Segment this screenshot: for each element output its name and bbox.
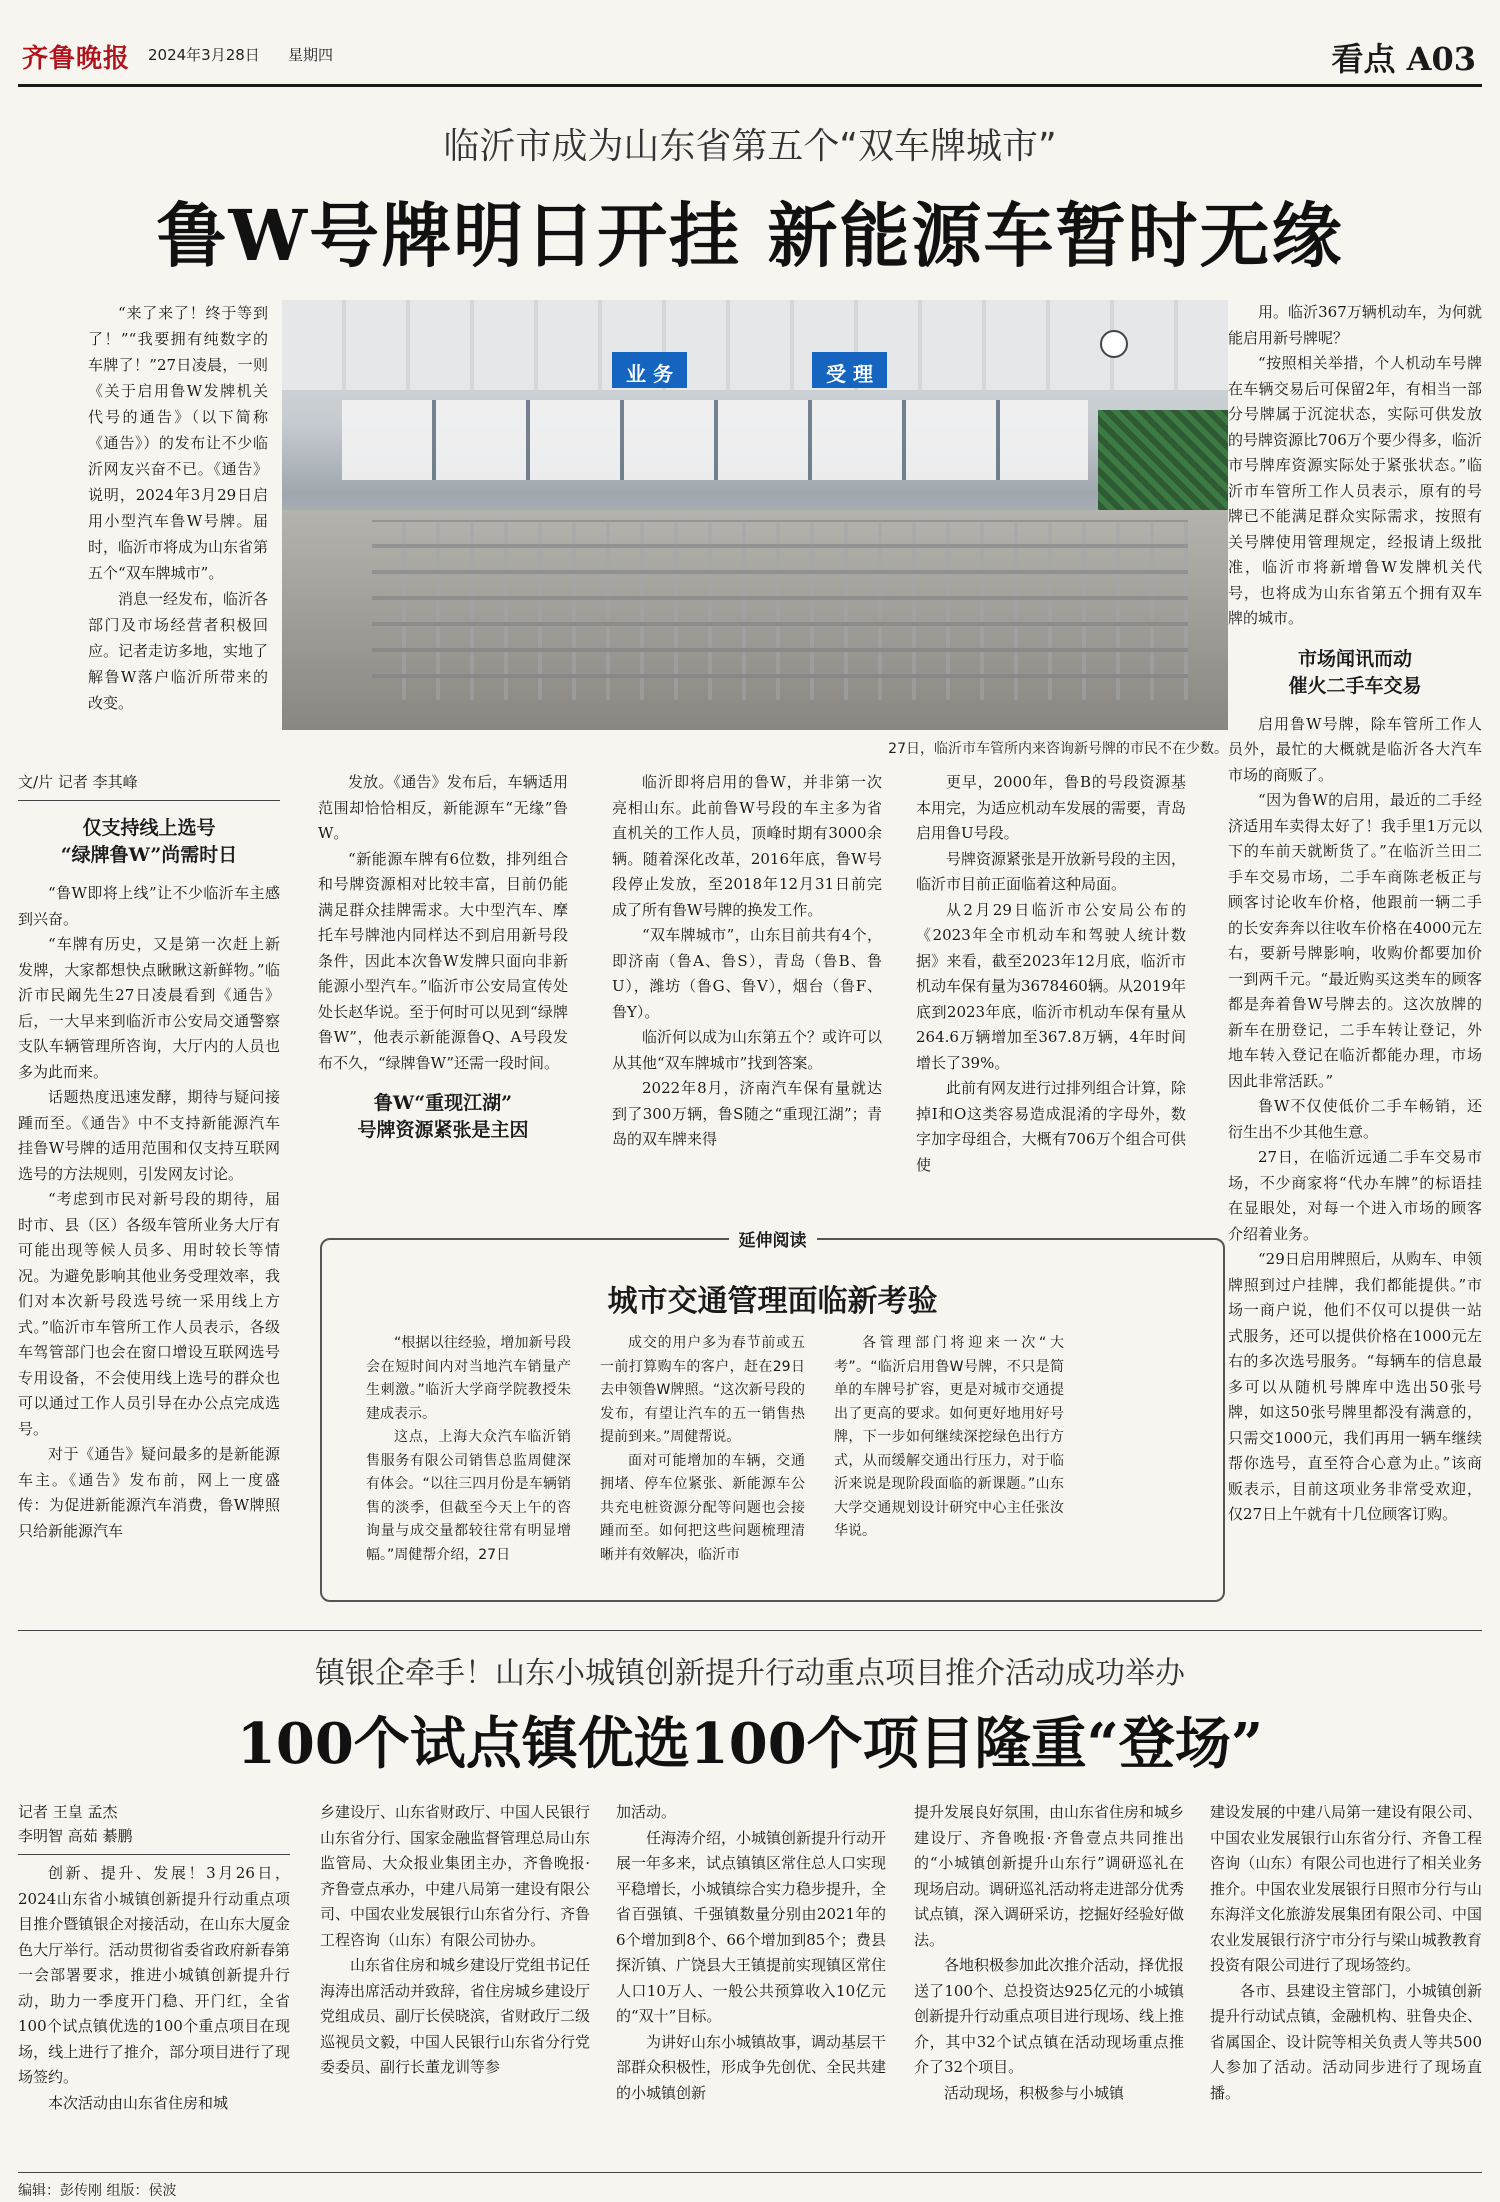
article-paragraph: 对于《通告》疑问最多的是新能源车主。《通告》发布前，网上一度盛传：为促进新能源汽车消费，鲁W牌照只给新能源汽车	[18, 1445, 280, 1540]
article-paragraph: 此前有网友进行过排列组合计算，除掉I和O这类容易造成混淆的字母外，数字加字母组合，大概有706万个组合可供使	[916, 1079, 1187, 1174]
story1-kicker: 临沂市成为山东省第五个“双车牌城市”	[443, 126, 1057, 167]
photo-ceiling	[282, 300, 1228, 390]
news-photo	[282, 300, 1228, 730]
story1-headline: 鲁W号牌明日开挂 新能源车暂时无缘	[156, 194, 1344, 277]
story1-column-4	[916, 770, 1186, 1210]
article-paragraph: 话题热度迅速发酵，期待与疑问接踵而至。《通告》中不支持新能源汽车挂鲁W号牌的适用范围和仅支持互联网选号的方法规则，引发网友讨论。	[18, 1088, 280, 1183]
article-paragraph: 创新、提升、发展！3月26日，2024山东省小城镇创新提升行动重点项目推介暨镇银企对接活动，在山东大厦金色大厅举行。活动贯彻省委省政府新春第一会部署要求，推进小城镇创新提升行动，助力一季度开门稳、开门红，全省100个试点镇优选的100个重点项目在现场，线上进行了推介，部分项目进行了现场签约。	[18, 1864, 290, 2086]
section-page-label: 看点 A03	[1331, 40, 1476, 78]
article-paragraph: 临沂即将启用的鲁W，并非第一次亮相山东。此前鲁W号段的车主多为省直机关的工作人员，顶峰时期有3000余辆。随着深化改革，2016年底，鲁W号段停止发放，至2018年12月31日前完成了所有鲁W号牌的换发工作。	[612, 773, 882, 919]
editor-credit: 编辑：彭传刚 组版：侯波	[18, 2183, 177, 2199]
extended-reading-title: 城市交通管理面临新考验	[607, 1284, 938, 1319]
footer-rule	[18, 2172, 1482, 2173]
article-paragraph: “29日启用牌照后，从购车、申领牌照到过户挂牌，我们都能提供。”市场一商户说，他们不仅可以提供一站式服务，还可以提供价格在1000元左右的多次选号服务。“每辆车的信息最多可以从随机号牌库中选出50张号牌，如这50张号牌里都没有满意的，只需交1000元，我们再用一辆车继续帮你选号，直至符合心意为止。”该商贩表示，目前这项业务非常受欢迎，仅27日上午就有十几位顾客订购。	[1228, 1250, 1482, 1523]
extended-column-1	[366, 1332, 571, 1592]
subheading-market: 市场闻讯而动 催火二手车交易	[1288, 647, 1422, 697]
article-paragraph: “根据以往经验，增加新号段会在短时间内对当地汽车销量产生刺激。”临沂大学商学院教授朱建成表示。	[366, 1335, 571, 1422]
extended-reading-box	[320, 1231, 1225, 1602]
article-paragraph: 启用鲁W号牌，除车管所工作人员外，最忙的大概就是临沂各大汽车市场的商贩了。	[1228, 714, 1482, 784]
page-header	[18, 38, 1482, 78]
article-paragraph: 本次活动由山东省住房和城	[48, 2093, 229, 2112]
extended-column-3	[834, 1332, 1064, 1592]
header-rule	[18, 84, 1482, 87]
article-paragraph: 成交的用户多为春节前或五一前打算购车的客户，赶在29日去申领鲁W牌照。“这次新号段的发布，有望让汽车的五一销售热提前到来。”周健帮说。	[600, 1335, 805, 1445]
article-paragraph: 27日，在临沂远通二手车交易市场，不少商家将“代办车牌”的标语挂在显眼处，对每一个进入市场的顾客介绍着业务。	[1228, 1148, 1482, 1243]
story1-lead	[88, 300, 268, 720]
article-paragraph: 更早，2000年，鲁B的号段资源基本用完，为适应机动车发展的需要，青岛启用鲁U号段。	[916, 773, 1187, 842]
article-paragraph: 提升发展良好氛围，由山东省住房和城乡建设厅、齐鲁晚报·齐鲁壹点共同推出的“小城镇创新提升山东行”调研巡礼在现场启动。调研巡礼活动将走进部分优秀试点镇，深入调研采访，挖掘好经验好做法。	[914, 1803, 1185, 1949]
article-paragraph: 2022年8月，济南汽车保有量就达到了300万辆，鲁S随之“重现江湖”；青岛的双车牌来得	[612, 1079, 882, 1148]
story2-column-2	[320, 1800, 590, 2170]
story1-column-1	[18, 770, 280, 1600]
photo-waiting-seats	[372, 520, 1188, 700]
article-paragraph: 各市、县建设主管部门，小城镇创新提升行动试点镇，金融机构、驻鲁央企、省属国企、设计院等相关负责人等共500人参加了活动。活动同步进行了现场直播。	[1210, 1981, 1482, 2102]
story1-byline: 文/片 记者 李其峰	[18, 770, 280, 801]
story2-column-1	[18, 1800, 290, 2170]
byline-line: 记者 王皇 孟杰	[18, 1803, 118, 1821]
clock-icon	[1100, 330, 1128, 358]
byline-line: 李明智 高茹 綦鹏	[18, 1827, 133, 1845]
extended-column-2	[600, 1332, 805, 1592]
subheading-online: 仅支持线上选号 “绿牌鲁W”尚需时日	[60, 817, 238, 866]
article-paragraph: “因为鲁W的启用，最近的二手经济适用车卖得太好了！我手里1万元以下的车前天就断货了。”在临沂兰田二手车交易市场，二手车商陈老板正与顾客讨论收车价格，他跟前一辆二手的长安奔奔以往收车价格在4000元左右，要新号牌影响，收购价都要加价一到两千元。“最近购买这类车的顾客都是奔着鲁W号牌去的。这次放牌的新车在册登记，二手车转让登记，外地车转入登记在临沂都能办理，市场因此非常活跃。”	[1228, 791, 1482, 1090]
article-paragraph: 活动现场，积极参与小城镇	[944, 2083, 1125, 2102]
photo-sign: 受 理	[812, 352, 887, 388]
story2-column-5	[1210, 1800, 1482, 2170]
photo-caption: 27日，临沂市车管所内来咨询新号牌的市民不在少数。	[888, 741, 1228, 757]
story1-column-5	[1220, 300, 1482, 1523]
extended-reading-label: 延伸阅读	[729, 1231, 817, 1251]
story1-column-2	[318, 770, 568, 1210]
story2-headline: 100个试点镇优选100个项目隆重“登场”	[236, 1711, 1264, 1777]
article-paragraph: 临沂何以成为山东第五个？或许可以从其他“双车牌城市”找到答案。	[612, 1028, 883, 1072]
article-paragraph: 用。临沂367万辆机动车，为何就能启用新号牌呢？	[1228, 303, 1482, 347]
article-paragraph: 各管理部门将迎来一次“大考”。“临沂启用鲁W号牌，不只是简单的车牌号扩容，更是对城市交通提出了更高的要求。如何更好地用好号牌，下一步如何继续深挖绿色出行方式，从而缓解交通出行压力，对于临沂来说是现阶段面临的新课题。”山东大学交通规划设计研究中心主任张汝华说。	[834, 1335, 1064, 1539]
article-paragraph: “车牌有历史，又是第一次赶上新发牌，大家都想快点瞅瞅这新鲜物。”临沂市民阚先生27日凌晨看到《通告》后，一大早来到临沂市公安局交通警察支队车辆管理所咨询，大厅内的人员也多为此而来。	[18, 935, 280, 1081]
article-paragraph: 山东省住房和城乡建设厅党组书记任海涛出席活动并致辞，省住房城乡建设厅党组成员、副厅长侯晓滨，省财政厅二级巡视员文毅，中国人民银行山东省分行党委委员、副行长董龙训等参	[320, 1956, 591, 2076]
article-paragraph: 乡建设厅、山东省财政厅、中国人民银行山东省分行、国家金融监督管理总局山东监管局、大众报业集团主办，齐鲁晚报·齐鲁壹点承办，中建八局第一建设有限公司、中国农业发展银行山东省分行、齐鲁工程咨询（山东）有限公司协办。	[320, 1803, 591, 1949]
subheading-resource: 鲁W“重现江湖” 号牌资源紧张是主因	[357, 1092, 529, 1141]
story2-byline	[18, 1800, 290, 1855]
article-paragraph: 鲁W不仅使低价二手车畅销，还衍生出不少其他生意。	[1228, 1097, 1482, 1141]
article-paragraph: “双车牌城市”，山东目前共有4个，即济南（鲁A、鲁S），青岛（鲁B、鲁U），潍坊（鲁G、鲁V），烟台（鲁F、鲁Y）。	[612, 926, 882, 1021]
article-paragraph: “按照相关举措，个人机动车号牌在车辆交易后可保留2年，有相当一部分号牌属于沉淀状态，实际可供发放的号牌资源比706万个要少得多，临沂市号牌库资源实际处于紧张状态。”临沂市车管所工作人员表示，原有的号牌已不能满足群众实际需求，按照有关号牌使用管理规定，经报请上级批准，临沂市将新增鲁W发牌机关代号，也将成为山东省第五个拥有双车牌的城市。	[1228, 354, 1482, 627]
article-paragraph: 各地积极参加此次推介活动，择优报送了100个、总投资达925亿元的小城镇创新提升行动重点项目进行现场、线上推介，其中32个试点镇在活动现场重点推介了32个项目。	[914, 1956, 1185, 2076]
lead-paragraph: “来了来了！终于等到了！”“我要拥有纯数字的车牌了！”27日凌晨，一则《关于启用鲁W发牌机关代号的通告》（以下简称《通告》）的发布让不少临沂网友兴奋不已。《通告》说明，2024年3月29日启用小型汽车鲁W号牌。届时，临沂市将成为山东省第五个“双车牌城市”。	[88, 304, 269, 582]
article-paragraph: “考虑到市民对新号段的期待，届时市、县（区）各级车管所业务大厅有可能出现等候人员多、用时较长等情况。为避免影响其他业务受理效率，我们对本次新号段选号统一采用线上方式。”临沂市车管所工作人员表示，各级车驾管部门也会在窗口增设互联网选号专用设备，不会使用线上选号的群众也可以通过工作人员引导在办公点完成选号。	[18, 1190, 280, 1438]
article-paragraph: 号牌资源紧张是开放新号段的主因，临沂市目前正面临着这种局面。	[916, 849, 1187, 893]
article-paragraph: “新能源车牌有6位数，排列组合和号牌资源相对比较丰富，目前仍能满足群众挂牌需求。大中型汽车、摩托车号牌池内同样达不到启用新号段条件，因此本次鲁W发牌只面向非新能源小型汽车。”临沂市公安局宣传处处长赵华说。至于何时可以见到“绿牌鲁W”，他表示新能源鲁Q、A号段发布不久，“绿牌鲁W”还需一段时间。	[318, 849, 568, 1072]
article-paragraph: 发放。《通告》发布后，车辆适用范围却恰恰相反，新能源车“无缘”鲁W。	[318, 773, 568, 842]
story1-column-3	[612, 770, 882, 1210]
article-paragraph: 面对可能增加的车辆，交通拥堵、停车位紧张、新能源车公共充电桩资源分配等问题也会接踵而至。如何把这些问题梳理清晰并有效解决，临沂市	[600, 1452, 805, 1563]
story-divider	[18, 1630, 1482, 1631]
story2-kicker: 镇银企牵手！山东小城镇创新提升行动重点项目推介活动成功举办	[315, 1656, 1185, 1691]
masthead-logo: 齐鲁晚报	[22, 44, 131, 74]
lead-paragraph: 消息一经发布，临沂各部门及市场经营者积极回应。记者走访多地，实地了解鲁W落户临沂所带来的改变。	[88, 590, 269, 712]
issue-date: 2024年3月28日	[148, 46, 260, 64]
article-paragraph: 为讲好山东小城镇故事，调动基层干部群众积极性，形成争先创优、全民共建的小城镇创新	[616, 2032, 887, 2102]
article-paragraph: 任海涛介绍，小城镇创新提升行动开展一年多来，试点镇镇区常住总人口实现平稳增长，小城镇综合实力稳步提升，全省百强镇、千强镇数量分别由2021年的6个增加到8个、66个增加到85个；费县探沂镇、广饶县大王镇提前实现镇区常住人口10万人、一般公共预算收入10亿元的“双十”目标。	[616, 1828, 887, 2025]
article-paragraph: “鲁W即将上线”让不少临沂车主感到兴奋。	[18, 884, 280, 928]
article-paragraph: 这点，上海大众汽车临沂销售服务有限公司销售总监周健深有体会。“以往三四月份是车辆销售的淡季，但截至今天上午的咨询量与成交量都较往常有明显增幅。”周健帮介绍，27日	[366, 1429, 571, 1563]
article-paragraph: 从2月29日临沂市公安局公布的《2023年全市机动车和驾驶人统计数据》来看，截至2023年12月底，临沂市机动车保有量为3678460辆。从2019年底到2023年底，临沂市机动车保有量从264.6万辆增加至367.8万辆，4年时间增长了39%。	[916, 900, 1186, 1072]
issue-weekday: 星期四	[288, 46, 334, 64]
article-paragraph: 建设发展的中建八局第一建设有限公司、中国农业发展银行山东省分行、齐鲁工程咨询（山东）有限公司也进行了相关业务推介。中国农业发展银行日照市分行与山东海洋文化旅游发展集团有限公司、中国农业发展银行济宁市分行与梁山城教教育投资有限公司进行了现场签约。	[1210, 1803, 1482, 1974]
article-paragraph: 加活动。	[616, 1803, 677, 1821]
photo-service-counters	[342, 400, 1088, 480]
story2-column-4	[914, 1800, 1184, 2170]
photo-sign: 业 务	[612, 352, 687, 388]
story2-column-3	[616, 1800, 886, 2170]
